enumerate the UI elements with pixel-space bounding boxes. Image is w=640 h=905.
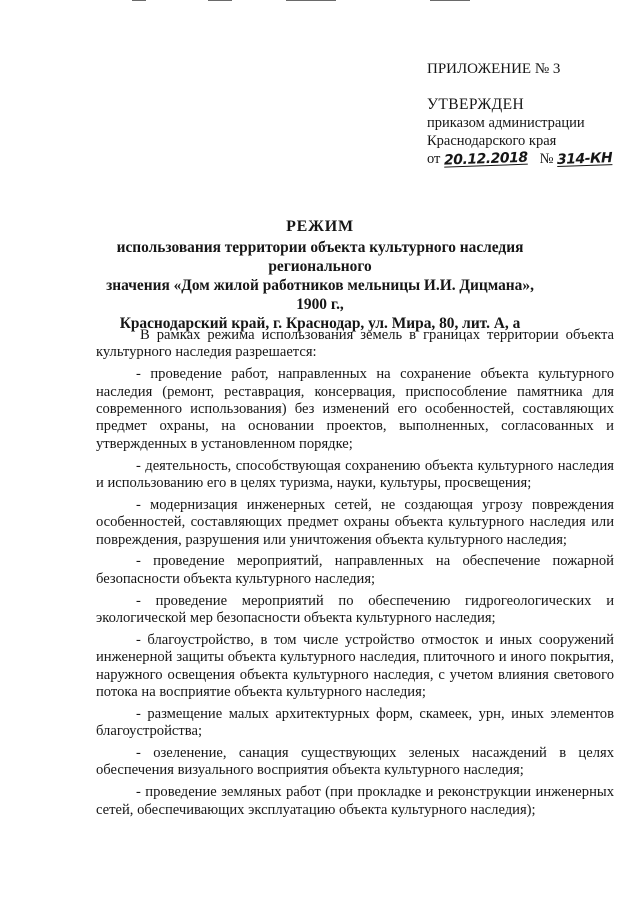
list-item: - размещение малых архитектурных форм, скамеек, урн, иных элементов благоустройства;	[96, 705, 614, 740]
appendix-label: ПРИЛОЖЕНИЕ № 3	[427, 61, 561, 77]
list-item: - озеленение, санация существующих зеленых насаждений в целях обеспечения визуального восприятия объекта культурного наследия;	[96, 745, 614, 779]
approval-line: приказом администрации	[427, 115, 585, 131]
document-title	[100, 218, 540, 333]
handwritten-number: 314-КН	[556, 150, 613, 169]
scan-artifact	[286, 0, 336, 1]
title-line: использования территории объекта культурного наследия регионального	[116, 239, 524, 275]
list-item: - проведение мероприятий, направленных на обеспечение пожарной безопасности объекта культурного наследия;	[96, 553, 614, 587]
scan-artifact	[430, 0, 470, 1]
list-item: - проведение мероприятий по обеспечению гидрогеологических и экологической мер безопасности объекта культурного наследия;	[96, 592, 614, 627]
document-body	[96, 327, 614, 823]
list-item: - модернизация инженерных сетей, не создающая угрозу повреждения особенностей, составляющих предмет охраны объекта культурного наследия или повреждения, разрушения или уничтожения объекта культурного наследия;	[96, 496, 614, 548]
list-item: - благоустройство, в том числе устройство отмосток и иных сооружений инженерной защиты объекта культурного наследия, плиточного и иного покрытия, наружного освещения объекта культурного наследия, с учетом влияния светового потока на восприятие объекта культурного наследия;	[96, 631, 614, 701]
intro-paragraph: В рамках режима использования земель в границах территории объекта культурного наследия разрешается:	[96, 327, 614, 361]
title-line: значения «Дом жилой работников мельницы И.И. Дицмана», 1900 г.,	[106, 277, 534, 313]
number-label: №	[539, 151, 554, 167]
from-label: от	[427, 151, 441, 167]
approval-block	[427, 60, 632, 168]
list-item: - проведение земляных работ (при прокладке и реконструкции инженерных сетей, обеспечивающих эксплуатацию объекта культурного наследия);	[96, 784, 614, 818]
scan-artifact	[208, 0, 232, 1]
title-line: Краснодарский край, г. Краснодар, ул. Мира, 80, лит. А, а	[119, 315, 521, 332]
title-heading: РЕЖИМ	[286, 218, 354, 235]
approved-label: УТВЕРЖДЕН	[427, 96, 525, 113]
handwritten-date: 20.12.2018	[443, 149, 528, 169]
order-reference	[427, 150, 632, 168]
list-item: - деятельность, способствующая сохранению объекта культурного наследия и использованию его в целях туризма, науки, культуры, просвещения;	[96, 457, 614, 492]
approval-line: Краснодарского края	[427, 133, 557, 149]
list-item: - проведение работ, направленных на сохранение объекта культурного наследия (ремонт, реставрация, консервация, приспособление памятника для современного использования) без изменений его особенностей, составляющих предмет охраны, на основании проектов, выполненных, согласованных и утвержденных в установленном порядке;	[96, 366, 614, 452]
scan-artifact	[132, 0, 146, 1]
